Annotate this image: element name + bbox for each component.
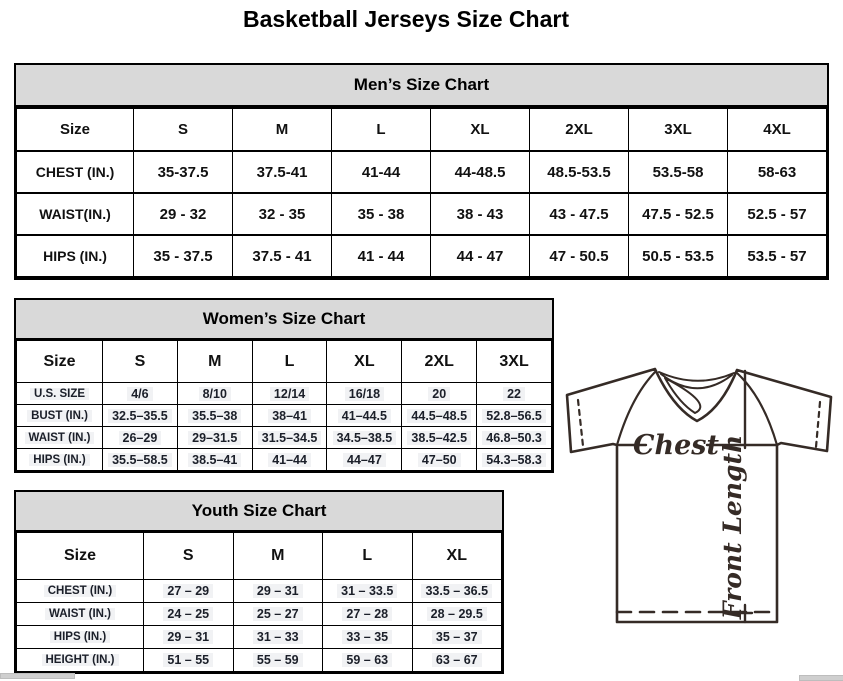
size-value: 27 – 28 xyxy=(342,607,392,621)
row-label-text: HIPS (IN.) xyxy=(50,631,110,643)
column-header xyxy=(327,341,402,383)
table-row xyxy=(17,580,502,603)
size-value: 33 – 35 xyxy=(342,630,392,644)
row-label-text: CHEST (IN.) xyxy=(35,164,115,180)
column-header xyxy=(177,341,252,383)
scrollbar-thumb-right[interactable] xyxy=(799,675,843,681)
column-header-label: 4XL xyxy=(763,121,791,138)
column-header-label: XL xyxy=(446,547,467,564)
size-value-cell xyxy=(629,151,728,193)
column-header xyxy=(134,108,233,151)
size-value: 29 – 31 xyxy=(253,584,303,598)
size-value-cell xyxy=(629,193,728,235)
size-value: 33.5 – 36.5 xyxy=(421,584,492,598)
size-value-cell xyxy=(332,235,431,277)
size-value-cell xyxy=(233,235,332,277)
size-value: 24 – 25 xyxy=(163,607,213,621)
size-value: 38–41 xyxy=(268,409,311,423)
size-value: 16/18 xyxy=(345,387,384,401)
size-value-cell xyxy=(327,383,402,405)
column-header-label: 2XL xyxy=(424,352,454,370)
size-value-cell xyxy=(144,580,234,603)
size-value: 54.3–58.3 xyxy=(482,453,546,467)
row-label xyxy=(17,603,144,626)
size-value-cell xyxy=(252,383,327,405)
size-value-cell xyxy=(728,235,827,277)
row-label-text: U.S. SIZE xyxy=(30,388,89,400)
row-label-text: BUST (IN.) xyxy=(27,410,92,422)
chest-label: Chest xyxy=(633,430,719,461)
size-value-cell xyxy=(144,626,234,649)
column-header-label: L xyxy=(362,547,373,564)
size-header-row xyxy=(17,341,552,383)
column-header xyxy=(332,108,431,151)
size-value-cell xyxy=(431,151,530,193)
size-value-cell xyxy=(103,383,178,405)
row-label-text: HIPS (IN.) xyxy=(43,248,107,264)
size-value: 47 - 50.5 xyxy=(549,247,609,265)
row-label-text: WAIST (IN.) xyxy=(25,432,95,444)
size-value: 25 – 27 xyxy=(253,607,303,621)
column-header-label: 2XL xyxy=(565,121,593,138)
size-value: 38.5–42.5 xyxy=(407,431,471,445)
size-value: 58-63 xyxy=(757,163,797,181)
size-value: 31 – 33.5 xyxy=(337,584,397,598)
jersey-measurement-diagram xyxy=(555,355,843,643)
size-value: 44.5–48.5 xyxy=(407,409,471,423)
size-value-cell xyxy=(728,193,827,235)
size-value: 29–31.5 xyxy=(188,431,241,445)
scrollbar-thumb-left[interactable] xyxy=(0,673,75,679)
column-header-label: XL xyxy=(354,352,375,370)
row-label xyxy=(17,449,103,471)
size-value-cell xyxy=(252,405,327,427)
size-value-cell xyxy=(103,405,178,427)
column-header-label: Size xyxy=(63,547,96,564)
size-value-cell xyxy=(144,649,234,672)
column-header xyxy=(233,108,332,151)
size-value-cell xyxy=(327,449,402,471)
womens-size-table xyxy=(16,340,552,471)
table-row xyxy=(17,649,502,672)
size-value: 52.8–56.5 xyxy=(482,409,546,423)
column-header xyxy=(103,341,178,383)
youth-chart-title: Youth Size Chart xyxy=(16,492,502,532)
size-value-cell xyxy=(332,151,431,193)
size-value: 48.5-53.5 xyxy=(547,163,611,181)
row-label-text: WAIST(IN.) xyxy=(39,206,111,222)
size-value: 41 - 44 xyxy=(357,247,405,265)
table-row xyxy=(17,626,502,649)
size-value-cell xyxy=(134,151,233,193)
size-value-cell xyxy=(103,449,178,471)
size-value: 37.5 - 41 xyxy=(252,247,312,265)
size-value-cell xyxy=(402,427,477,449)
size-value-cell xyxy=(103,427,178,449)
row-label-text: HIPS (IN.) xyxy=(29,454,89,466)
size-value: 52.5 - 57 xyxy=(747,205,807,223)
size-value: 28 – 29.5 xyxy=(427,607,487,621)
table-row xyxy=(17,449,552,471)
size-value-cell xyxy=(530,193,629,235)
row-label xyxy=(17,193,134,235)
row-label xyxy=(17,427,103,449)
size-value-cell xyxy=(477,449,552,471)
size-value: 41–44.5 xyxy=(338,409,391,423)
size-value: 34.5–38.5 xyxy=(333,431,397,445)
size-value-cell xyxy=(323,649,413,672)
size-value-cell xyxy=(530,151,629,193)
size-value-cell xyxy=(323,626,413,649)
row-label xyxy=(17,626,144,649)
column-header-label: S xyxy=(182,547,194,564)
column-header xyxy=(402,341,477,383)
size-value-cell xyxy=(144,603,234,626)
column-header xyxy=(17,533,144,580)
size-value-cell xyxy=(252,449,327,471)
size-value: 32 - 35 xyxy=(258,205,306,223)
column-header xyxy=(17,108,134,151)
size-value: 44 - 47 xyxy=(456,247,504,265)
size-value: 47–50 xyxy=(418,453,461,467)
mens-chart-title: Men’s Size Chart xyxy=(16,65,827,107)
front-length-label: Front Length xyxy=(718,434,747,620)
right-armhole-seam xyxy=(737,373,777,445)
column-header-label: XL xyxy=(470,121,490,138)
size-value-cell xyxy=(233,193,332,235)
size-value: 47.5 - 52.5 xyxy=(642,205,714,223)
table-row xyxy=(17,151,827,193)
womens-size-chart xyxy=(14,298,554,473)
size-value-cell xyxy=(233,603,323,626)
column-header-label: M xyxy=(275,121,289,138)
size-value-cell xyxy=(412,626,502,649)
column-header-label: S xyxy=(134,352,146,370)
size-value: 20 xyxy=(428,387,450,401)
size-value-cell xyxy=(412,603,502,626)
size-value: 32.5–35.5 xyxy=(108,409,172,423)
column-header-label: Size xyxy=(59,121,90,138)
size-value: 31.5–34.5 xyxy=(258,431,322,445)
size-value: 46.8–50.3 xyxy=(482,431,546,445)
column-header-label: M xyxy=(208,352,222,370)
size-value: 44-48.5 xyxy=(454,163,506,181)
size-value-cell xyxy=(402,383,477,405)
size-value-cell xyxy=(233,580,323,603)
size-value-cell xyxy=(327,427,402,449)
size-value: 27 – 29 xyxy=(163,584,213,598)
table-row xyxy=(17,383,552,405)
size-value: 29 – 31 xyxy=(163,630,213,644)
size-value: 41–44 xyxy=(268,453,311,467)
column-header-label: 3XL xyxy=(499,352,529,370)
size-value: 29 - 32 xyxy=(159,205,207,223)
size-header-row xyxy=(17,533,502,580)
row-label-text: CHEST (IN.) xyxy=(44,585,117,597)
row-label-text: HEIGHT (IN.) xyxy=(42,654,119,666)
column-header xyxy=(728,108,827,151)
table-row xyxy=(17,427,552,449)
size-value: 22 xyxy=(503,387,525,401)
column-header-label: L xyxy=(376,121,386,138)
size-header-row xyxy=(17,108,827,151)
size-value: 59 – 63 xyxy=(342,653,392,667)
size-value-cell xyxy=(177,449,252,471)
size-value: 43 - 47.5 xyxy=(549,205,609,223)
size-value-cell xyxy=(402,405,477,427)
row-label xyxy=(17,405,103,427)
row-label xyxy=(17,383,103,405)
column-header xyxy=(530,108,629,151)
right-cuff-dashed-line xyxy=(816,402,820,447)
size-value-cell xyxy=(233,151,332,193)
size-value: 35.5–58.5 xyxy=(108,453,172,467)
table-row xyxy=(17,235,827,277)
column-header xyxy=(323,533,413,580)
youth-size-table xyxy=(16,532,502,672)
size-value: 12/14 xyxy=(270,387,309,401)
size-value: 35 – 37 xyxy=(432,630,482,644)
womens-chart-title: Women’s Size Chart xyxy=(16,300,552,340)
left-cuff-dashed-line xyxy=(578,400,583,446)
column-header xyxy=(431,108,530,151)
size-value: 38 - 43 xyxy=(456,205,504,223)
column-header xyxy=(17,341,103,383)
mens-size-chart xyxy=(14,63,829,280)
size-value-cell xyxy=(177,383,252,405)
column-header xyxy=(144,533,234,580)
column-header xyxy=(629,108,728,151)
size-value-cell xyxy=(431,193,530,235)
size-value: 37.5-41 xyxy=(256,163,308,181)
size-value: 35 - 38 xyxy=(357,205,405,223)
size-value: 44–47 xyxy=(343,453,386,467)
size-value-cell xyxy=(233,626,323,649)
row-label-text: WAIST (IN.) xyxy=(45,608,115,620)
size-value: 41-44 xyxy=(361,163,401,181)
size-value-cell xyxy=(323,580,413,603)
column-header xyxy=(477,341,552,383)
size-value-cell xyxy=(477,383,552,405)
size-value: 35 - 37.5 xyxy=(153,247,213,265)
size-value-cell xyxy=(323,603,413,626)
table-row xyxy=(17,405,552,427)
size-value: 31 – 33 xyxy=(253,630,303,644)
size-value-cell xyxy=(177,405,252,427)
column-header-label: L xyxy=(284,352,295,370)
size-value-cell xyxy=(134,193,233,235)
size-value-cell xyxy=(177,427,252,449)
size-value: 35-37.5 xyxy=(157,163,209,181)
size-value-cell xyxy=(530,235,629,277)
table-row xyxy=(17,193,827,235)
column-header xyxy=(412,533,502,580)
size-value: 55 – 59 xyxy=(253,653,303,667)
mens-size-table xyxy=(16,107,827,278)
size-value: 53.5-58 xyxy=(652,163,704,181)
column-header-label: M xyxy=(271,547,285,564)
jersey-outline xyxy=(567,369,831,622)
size-value: 35.5–38 xyxy=(188,409,241,423)
row-label xyxy=(17,580,144,603)
row-label xyxy=(17,151,134,193)
size-value-cell xyxy=(402,449,477,471)
size-value-cell xyxy=(327,405,402,427)
size-value-cell xyxy=(629,235,728,277)
size-value-cell xyxy=(252,427,327,449)
size-value: 38.5–41 xyxy=(188,453,241,467)
column-header xyxy=(252,341,327,383)
size-value: 8/10 xyxy=(199,387,231,401)
table-row xyxy=(17,603,502,626)
page-title: Basketball Jerseys Size Chart xyxy=(242,6,569,32)
size-value-cell xyxy=(134,235,233,277)
row-label xyxy=(17,649,144,672)
size-value-cell xyxy=(728,151,827,193)
size-value-cell xyxy=(233,649,323,672)
size-value: 26–29 xyxy=(119,431,162,445)
row-label xyxy=(17,235,134,277)
size-value-cell xyxy=(477,427,552,449)
column-header xyxy=(233,533,323,580)
size-value: 63 – 67 xyxy=(432,653,482,667)
column-header-label: Size xyxy=(43,352,76,370)
column-header-label: 3XL xyxy=(664,121,692,138)
youth-size-chart xyxy=(14,490,504,674)
size-value: 53.5 - 57 xyxy=(747,247,807,265)
size-value: 4/6 xyxy=(127,387,152,401)
size-value: 51 – 55 xyxy=(163,653,213,667)
size-value-cell xyxy=(431,235,530,277)
size-value-cell xyxy=(412,580,502,603)
size-value-cell xyxy=(412,649,502,672)
column-header-label: S xyxy=(177,121,188,138)
size-value-cell xyxy=(332,193,431,235)
size-value-cell xyxy=(477,405,552,427)
size-value: 50.5 - 53.5 xyxy=(642,247,714,265)
